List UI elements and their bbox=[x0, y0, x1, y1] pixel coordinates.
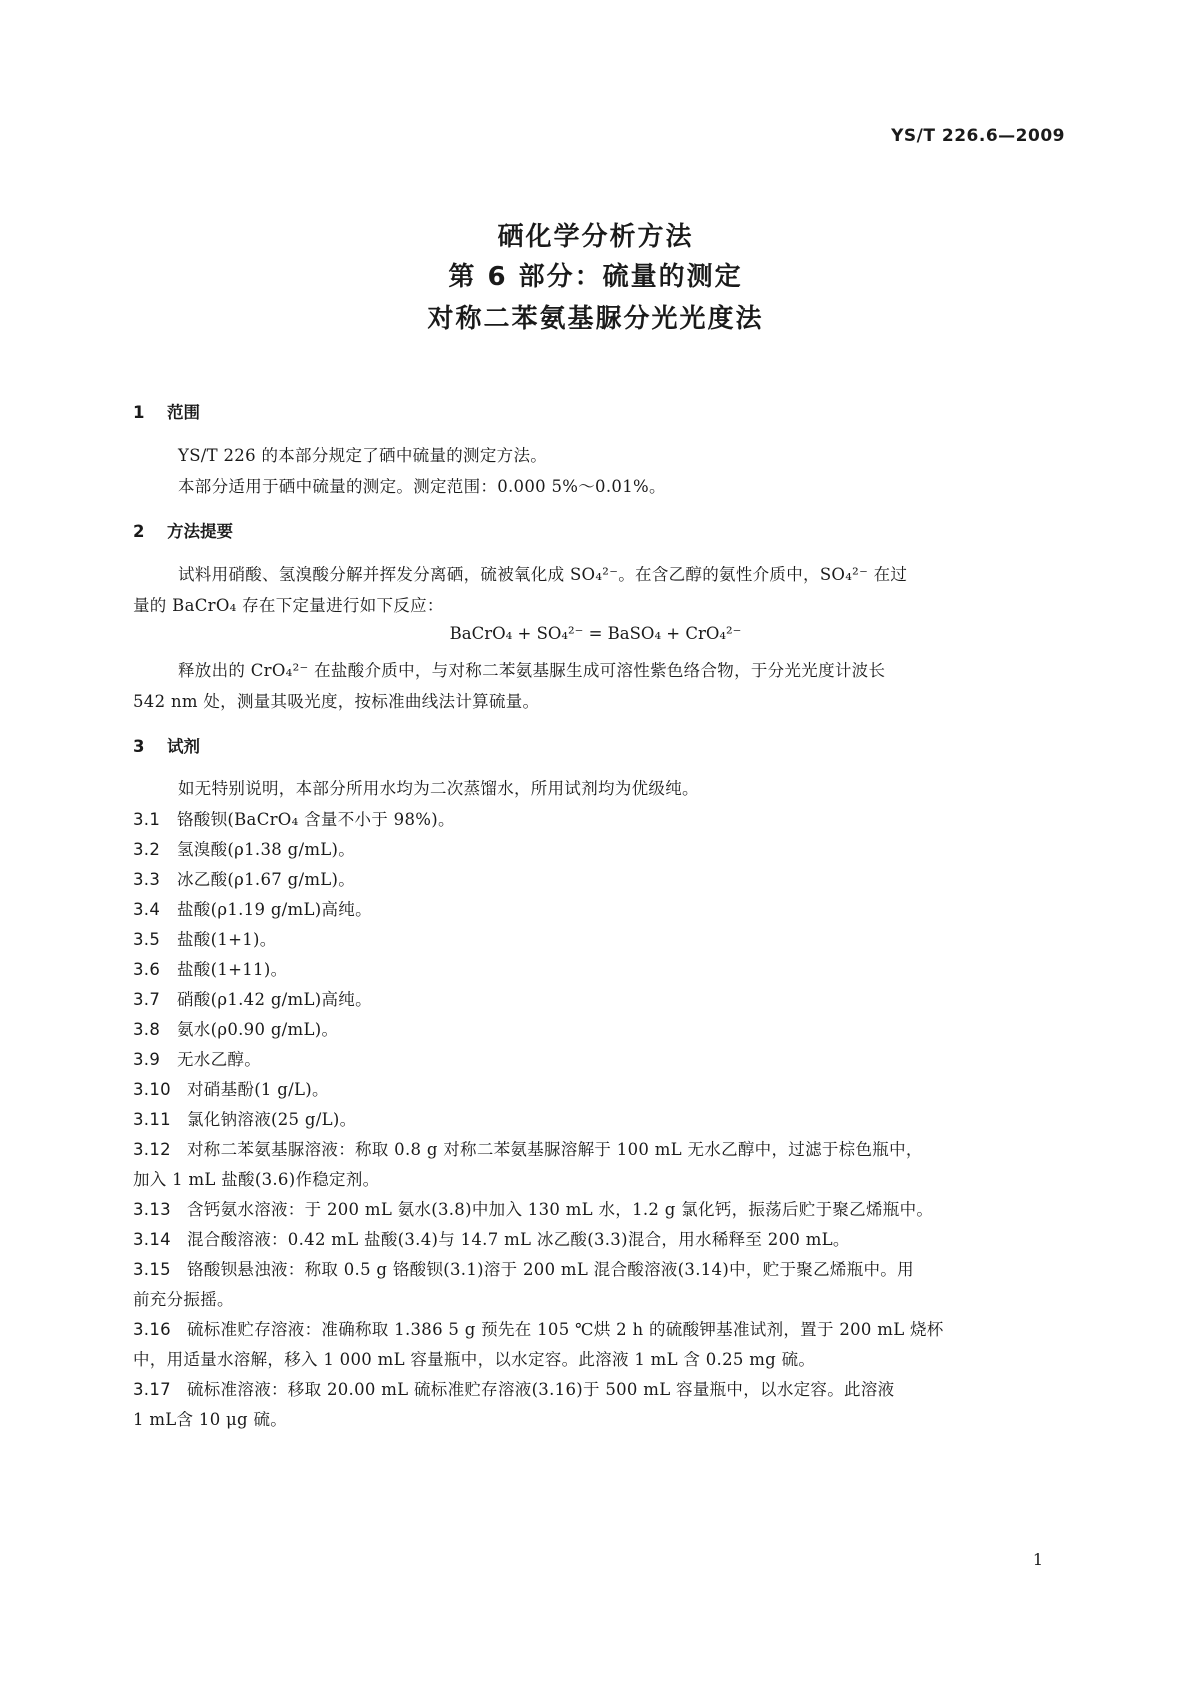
section-3-heading bbox=[133, 733, 200, 757]
section-2-paragraph-1-line-1: 试料用硝酸、氢溴酸分解并挥发分离硒，硫被氧化成 SO₄²⁻。在含乙醇的氨性介质中，SO₄²⁻ 在过 bbox=[178, 565, 908, 584]
reagent-text: 氢溴酸(ρ1.38 g/mL)。 bbox=[177, 840, 356, 859]
reagent-item bbox=[133, 806, 455, 830]
reagent-text: 对硝基酚(1 g/L)。 bbox=[187, 1080, 329, 1099]
reagent-item bbox=[133, 956, 287, 980]
reagent-text: 混合酸溶液：0.42 mL 盐酸(3.4)与 14.7 mL 冰乙酸(3.3)混合，用水稀释至 200 mL。 bbox=[187, 1230, 850, 1249]
reagent-number: 3.7 bbox=[133, 990, 161, 1009]
reagent-number: 3.16 bbox=[133, 1320, 171, 1339]
reagent-item bbox=[133, 1256, 914, 1280]
reagent-item bbox=[133, 1016, 338, 1040]
reagent-text: 冰乙酸(ρ1.67 g/mL)。 bbox=[177, 870, 356, 889]
reagent-item bbox=[133, 1226, 850, 1250]
section-2-number: 2 bbox=[133, 522, 145, 541]
reagent-number: 3.15 bbox=[133, 1260, 171, 1279]
reagent-text: 无水乙醇。 bbox=[177, 1050, 261, 1069]
reagent-number: 3.4 bbox=[133, 900, 161, 919]
reagent-text: 氨水(ρ0.90 g/mL)。 bbox=[177, 1020, 339, 1039]
reagent-number: 3.12 bbox=[133, 1140, 171, 1159]
reagent-number: 3.8 bbox=[133, 1020, 161, 1039]
title-line-2: 第 6 部分：硫量的测定 bbox=[448, 262, 743, 292]
reagent-text: 盐酸(1+1)。 bbox=[177, 930, 277, 949]
reagent-number: 3.13 bbox=[133, 1200, 171, 1219]
reagent-item bbox=[133, 1316, 944, 1340]
section-2-paragraph-2-line-1: 释放出的 CrO₄²⁻ 在盐酸介质中，与对称二苯氨基脲生成可溶性紫色络合物，于分光光度计波长 bbox=[178, 661, 886, 680]
reagent-text: 盐酸(1+11)。 bbox=[177, 960, 288, 979]
reagent-item bbox=[133, 926, 277, 950]
reagent-item bbox=[133, 1136, 923, 1160]
section-2-heading bbox=[133, 518, 233, 542]
reagent-number: 3.1 bbox=[133, 810, 161, 829]
reagent-number: 3.14 bbox=[133, 1230, 171, 1249]
section-2-title: 方法提要 bbox=[167, 522, 233, 541]
section-1-paragraph-1: YS/T 226 的本部分规定了硒中硫量的测定方法。 bbox=[178, 446, 548, 465]
section-1-heading bbox=[133, 399, 200, 423]
reagent-text: 硫标准溶液：移取 20.00 mL 硫标准贮存溶液(3.16)于 500 mL 容量瓶中，以水定容。此溶液 bbox=[187, 1380, 895, 1399]
standard-code: YS/T 226.6—2009 bbox=[891, 126, 1065, 146]
reagent-text: 铬酸钡(BaCrO₄ 含量不小于 98%)。 bbox=[177, 810, 455, 829]
section-1-title: 范围 bbox=[167, 403, 200, 422]
title-line-3: 对称二苯氨基脲分光光度法 bbox=[427, 304, 764, 334]
reagent-number: 3.11 bbox=[133, 1110, 171, 1129]
reagent-text: 硝酸(ρ1.42 g/mL)高纯。 bbox=[177, 990, 372, 1009]
reagent-number: 3.9 bbox=[133, 1050, 161, 1069]
reagent-number: 3.3 bbox=[133, 870, 161, 889]
section-3-title: 试剂 bbox=[167, 737, 200, 756]
reagent-continuation: 加入 1 mL 盐酸(3.6)作稳定剂。 bbox=[133, 1170, 380, 1189]
reagent-text: 对称二苯氨基脲溶液：称取 0.8 g 对称二苯氨基脲溶解于 100 mL 无水乙醇中，过滤于棕色瓶中， bbox=[187, 1140, 923, 1159]
reagent-item bbox=[133, 1106, 356, 1130]
reagent-text: 硫标准贮存溶液：准确称取 1.386 5 g 预先在 105 ℃烘 2 h 的硫酸钾基准试剂，置于 200 mL 烧杯 bbox=[187, 1320, 944, 1339]
section-3-number: 3 bbox=[133, 737, 145, 756]
reagent-item bbox=[133, 866, 355, 890]
section-2-paragraph-1-line-2: 量的 BaCrO₄ 存在下定量进行如下反应： bbox=[133, 596, 444, 615]
reagent-number: 3.10 bbox=[133, 1080, 171, 1099]
reaction-equation: BaCrO₄ + SO₄²⁻ = BaSO₄ + CrO₄²⁻ bbox=[449, 624, 742, 643]
reagent-item bbox=[133, 1076, 329, 1100]
page-number: 1 bbox=[1032, 1550, 1043, 1569]
reagent-continuation: 中，用适量水溶解，移入 1 000 mL 容量瓶中，以水定容。此溶液 1 mL 含 0.25 mg 硫。 bbox=[133, 1350, 816, 1369]
reagent-text: 氯化钠溶液(25 g/L)。 bbox=[187, 1110, 357, 1129]
reagent-item bbox=[133, 1376, 894, 1400]
reagent-item bbox=[133, 896, 372, 920]
reagent-item bbox=[133, 1046, 261, 1070]
reagent-text: 含钙氨水溶液：于 200 mL 氨水(3.8)中加入 130 mL 水，1.2 g 氯化钙，振荡后贮于聚乙烯瓶中。 bbox=[187, 1200, 934, 1219]
reagent-continuation: 前充分振摇。 bbox=[133, 1290, 234, 1309]
reagent-number: 3.2 bbox=[133, 840, 161, 859]
reagent-number: 3.6 bbox=[133, 960, 161, 979]
reagent-number: 3.17 bbox=[133, 1380, 171, 1399]
section-3-intro: 如无特别说明，本部分所用水均为二次蒸馏水，所用试剂均为优级纯。 bbox=[178, 779, 699, 798]
reagent-item bbox=[133, 836, 355, 860]
section-2-paragraph-2-line-2: 542 nm 处，测量其吸光度，按标准曲线法计算硫量。 bbox=[133, 692, 540, 711]
section-1-paragraph-2: 本部分适用于硒中硫量的测定。测定范围：0.000 5%～0.01%。 bbox=[178, 477, 666, 496]
reagent-item bbox=[133, 986, 372, 1010]
reagent-continuation: 1 mL含 10 μg 硫。 bbox=[133, 1410, 288, 1429]
reagent-item bbox=[133, 1196, 933, 1220]
section-1-number: 1 bbox=[133, 403, 145, 422]
reagent-text: 盐酸(ρ1.19 g/mL)高纯。 bbox=[177, 900, 372, 919]
reagent-number: 3.5 bbox=[133, 930, 161, 949]
title-line-1: 硒化学分析方法 bbox=[497, 222, 694, 252]
reagent-text: 铬酸钡悬浊液：称取 0.5 g 铬酸钡(3.1)溶于 200 mL 混合酸溶液(3.14)中，贮于聚乙烯瓶中。用 bbox=[187, 1260, 914, 1279]
